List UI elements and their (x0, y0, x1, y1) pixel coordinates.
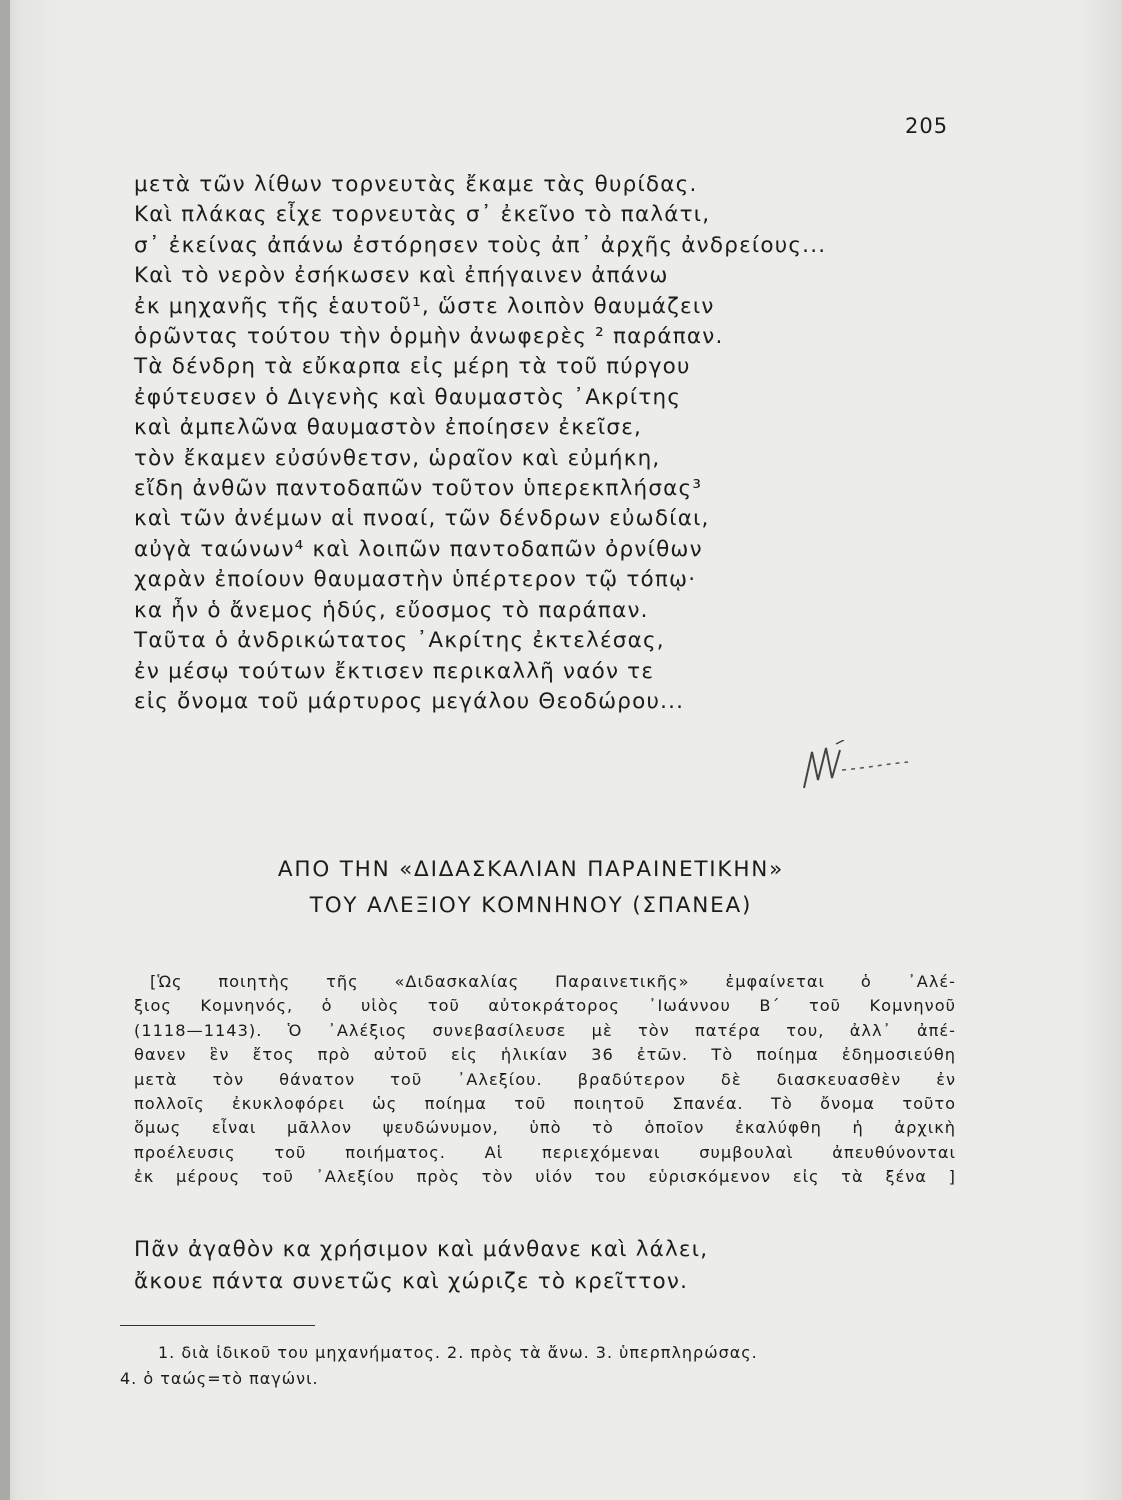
intro-line: θανεν ἓν ἔτος πρὸ αὐτοῦ εἰς ἡλικίαν 36 ἐτῶν. Τὸ ποίημα ἐδημοσιεύθη (134, 1045, 956, 1065)
poem-line: Ταῦτα ὁ ἀνδρικώτατος ᾿Ακρίτης ἐκτελέσας, (134, 628, 665, 654)
poem-excerpt (134, 170, 934, 717)
intro-line: ξιος Κομνηνός, ὁ υἱὸς τοῦ αὐτοκράτορος ᾿Ιωάννου Β΄ τοῦ Κομνηνοῦ (134, 996, 956, 1016)
couplet-line: ἄκουε πάντα συνετῶς καὶ χώριζε τὸ κρεῖττον. (134, 1269, 689, 1294)
intro-line: ἐκ μέρους τοῦ ᾿Αλεξίου πρὸς τὸν υἱόν του εὑρισκόμενον εἰς τὰ ξένα ] (134, 1167, 956, 1187)
introduction-paragraph (134, 970, 956, 1190)
poem-line: χαρὰν ἐποίουν θαυμαστὴν ὑπέρτερον τῷ τόπῳ· (134, 567, 697, 593)
poem-line: Καὶ τὸ νερὸν ἐσήκωσεν καὶ ἐπήγαινεν ἀπάνω (134, 263, 669, 289)
poem-line: ἐκ μηχανῆς τῆς ἑαυτοῦ¹, ὥστε λοιπὸν θαυμάζειν (134, 293, 715, 319)
poem-line: εἰς ὄνομα τοῦ μάρτυρος μεγάλου Θεοδώρου... (134, 688, 685, 714)
page-gutter-shadow (0, 0, 10, 1500)
intro-line: προέλευσις τοῦ ποιήματος. Αἱ περιεχόμεναι συμβουλαὶ ἀπευθύνονται (134, 1142, 956, 1162)
intro-line: ὅμως εἶναι μᾶλλον ψευδώνυμον, ὑπὸ τὸ ὁποῖον ἐκαλύφθη ἡ ἀρχικὴ (134, 1118, 956, 1138)
poem-line: σ᾿ ἐκείνας ἀπάνω ἐστόρησεν τοὺς ἀπ᾿ ἀρχῆς ἀνδρείους... (134, 232, 827, 258)
poem-line: αὐγὰ ταώνων⁴ καὶ λοιπῶν παντοδαπῶν ὀρνίθων (134, 536, 703, 562)
heading-line-1: ΑΠΟ ΤΗΝ «ΔΙΔΑΣΚΑΛΙΑΝ ΠΑΡΑΙΝΕΤΙΚΗΝ» (277, 857, 785, 882)
poem-line: Καὶ πλάκας εἶχε τορνευτὰς σ᾿ ἐκεῖνο τὸ παλάτι, (134, 202, 711, 228)
poem-line: Τὰ δένδρη τὰ εὔκαρπα εἰς μέρη τὰ τοῦ πύργου (134, 354, 691, 380)
poem-couplet (134, 1234, 934, 1298)
poem-line: εἴδη ἀνθῶν παντοδαπῶν τοῦτον ὑπερεκπλήσας³ (134, 476, 703, 502)
poem-line: μετὰ τῶν λίθων τορνευτὰς ἔκαμε τὰς θυρίδας. (134, 172, 698, 197)
section-heading (120, 852, 942, 924)
footnote-divider (120, 1325, 315, 1326)
footnote-line: 1. διὰ ἰδικοῦ του μηχανήματος. 2. πρὸς τὰ ἄνω. 3. ὑπερπληρώσας. (158, 1343, 758, 1362)
poem-line: ὁρῶντας τούτου τὴν ὁρμὴν ἀνωφερὲς ² παράπαν. (134, 324, 724, 350)
poem-line: καὶ ἀμπελῶνα θαυμαστὸν ἐποίησεν ἐκεῖσε, (134, 415, 643, 441)
poem-line: κα ἦν ὁ ἄνεμος ἡδύς, εὔοσμος τὸ παράπαν. (134, 597, 649, 623)
page-number: 205 (905, 114, 949, 138)
intro-line: μετὰ τὸν θάνατον τοῦ ᾿Αλεξίου. βραδύτερον δὲ διασκευασθὲν ἐν (134, 1069, 956, 1089)
footnote-line: 4. ὁ ταώς=τὸ παγώνι. (120, 1369, 319, 1388)
intro-line: πολλοῖς ἐκυκλοφόρει ὡς ποίημα τοῦ ποιητοῦ Σπανέα. Τὸ ὄνομα τοῦτο (134, 1094, 956, 1114)
intro-line: [Ὡς ποιητὴς τῆς «Διδασκαλίας Παραινετικῆς» ἐμφαίνεται ὁ ᾿Αλέ- (150, 972, 956, 991)
poem-line: ἐφύτευσεν ὁ Διγενὴς καὶ θαυμαστὸς ᾿Ακρίτης (134, 384, 682, 410)
poem-line: καὶ τῶν ἀνέμων αἱ πνοαί, τῶν δένδρων εὐωδίαι, (134, 506, 710, 532)
poem-line: ἐν μέσῳ τούτων ἔκτισεν περικαλλῆ ναόν τε (134, 658, 655, 684)
heading-line-2: ΤΟΥ ΑΛΕΞΙΟΥ ΚΟΜΝΗΝΟΥ (ΣΠΑΝΕΑ) (309, 893, 753, 918)
couplet-line: Πᾶν ἀγαθὸν κα χρήσιμον καὶ μάνθανε καὶ λάλει, (134, 1237, 709, 1262)
handwritten-mark (796, 740, 916, 800)
intro-line: (1118—1143). Ὁ ᾿Αλέξιος συνεβασίλευσε μὲ τὸν πατέρα του, ἀλλ᾿ ἀπέ- (134, 1020, 956, 1040)
footnotes (120, 1340, 960, 1392)
poem-line: τὸν ἔκαμεν εὐσύνθετσν, ὡραῖον καὶ εὐμήκη, (134, 445, 661, 471)
